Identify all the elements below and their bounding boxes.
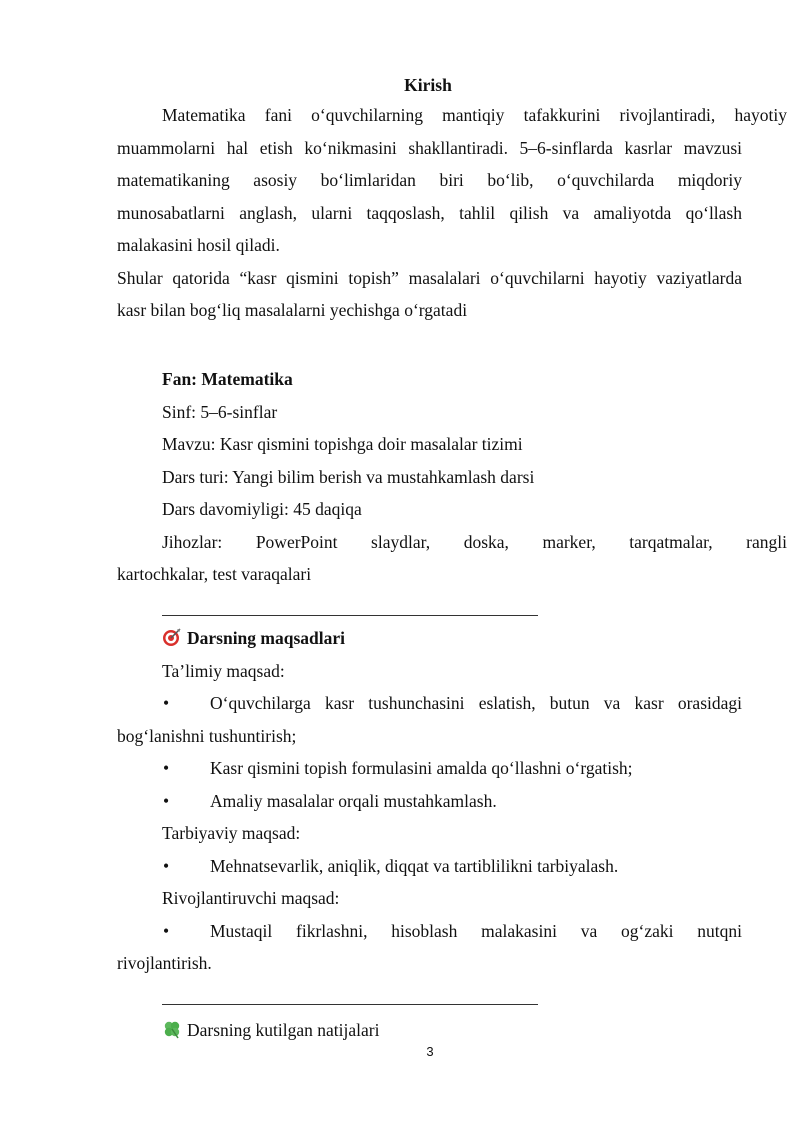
intro-line: Shular qatorida “kasr qismini topish” masalalari o‘quvchilarni hayotiy vaziyatlarda: [117, 267, 742, 288]
bullet-text: O‘quvchilarga kasr tushunchasini eslatish, butun va kasr orasidagi: [210, 693, 742, 713]
page-title: Kirish: [404, 75, 452, 95]
bullet-text: Mehnatsevarlik, aniqlik, diqqat va tartiblilikni tarbiyalash.: [210, 855, 619, 876]
clover-icon: [162, 1017, 182, 1037]
bullet-text: Amaliy masalalar orqali mustahkamlash.: [210, 790, 497, 811]
page-number: 3: [426, 1044, 434, 1059]
bullet-mark: •: [163, 693, 170, 713]
intro-line: muammolarni hal etish ko‘nikmasini shakllantiradi. 5–6-sinflarda kasrlar mavzusi: [117, 137, 742, 158]
bullet-text: Mustaqil fikrlashni, hisoblash malakasini va og‘zaki nutqni: [210, 920, 742, 941]
goals-heading-text: Darsning maqsadlari: [187, 628, 346, 648]
bullet-item: [117, 752, 742, 785]
grade-label: Sinf: 5–6-sinflar: [162, 401, 278, 422]
upbringing-goal-label: Tarbiyaviy maqsad:: [162, 823, 301, 843]
equipment-line: kartochkalar, test varaqalari: [117, 564, 312, 584]
bullet-text-cont: bog‘lanishni tushuntirish;: [117, 725, 297, 746]
goals-heading: [162, 622, 345, 655]
equipment-line: Jihozlar: PowerPoint slaydlar, doska, marker, tarqatmalar, rangli: [162, 531, 787, 552]
lesson-type-label: Dars turi: Yangi bilim berish va mustahkamlash darsi: [162, 466, 535, 487]
bullet-item: [117, 785, 742, 818]
developmental-goal-label: Rivojlantiruvchi maqsad:: [162, 888, 340, 908]
intro-line: matematikaning asosiy bo‘limlaridan biri bo‘lib, o‘quvchilarda miqdoriy: [117, 170, 742, 190]
bullet-text-cont: rivojlantirish.: [117, 953, 212, 973]
divider: [162, 615, 538, 616]
target-icon: [162, 625, 182, 645]
intro-line: malakasini hosil qiladi.: [117, 235, 280, 255]
intro-line: Matematika fani o‘quvchilarning mantiqiy tafakkurini rivojlantiradi, hayotiy: [162, 105, 787, 125]
divider: [162, 1004, 538, 1005]
bullet-mark: •: [163, 920, 170, 941]
bullet-mark: •: [163, 855, 170, 876]
bullet-mark: •: [163, 758, 170, 778]
intro-line: munosabatlarni anglash, ularni taqqoslash, tahlil qilish va amaliyotda qo‘llash: [117, 202, 742, 223]
educational-goal-label: Ta’limiy maqsad:: [162, 660, 285, 681]
bullet-item: [117, 915, 742, 948]
bullet-item: [117, 850, 742, 883]
topic-label: Mavzu: Kasr qismini topishga doir masalalar tizimi: [162, 434, 523, 454]
duration-label: Dars davomiyligi: 45 daqiqa: [162, 499, 362, 519]
bullet-text: Kasr qismini topish formulasini amalda qo‘llashni o‘rgatish;: [210, 758, 633, 778]
subject-label: Fan: Matematika: [162, 369, 293, 389]
bullet-item: [117, 687, 742, 720]
results-heading-text: Darsning kutilgan natijalari: [187, 1020, 380, 1040]
results-heading: [162, 1014, 379, 1047]
bullet-mark: •: [163, 790, 170, 811]
intro-line: kasr bilan bog‘liq masalalarni yechishga o‘rgatadi: [117, 300, 468, 320]
